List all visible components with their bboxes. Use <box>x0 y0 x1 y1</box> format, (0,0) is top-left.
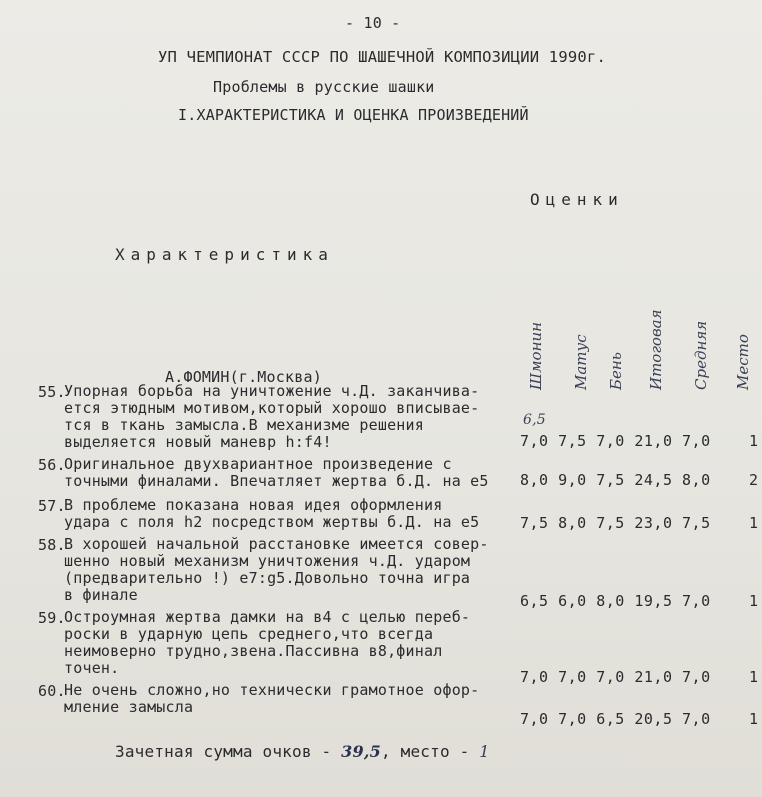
entry-text: В проблеме показана новая идея оформления удара с поля h2 посредством жертвы б.Д. на е5 <box>64 496 480 531</box>
handwritten-correction: 6,5 <box>523 412 546 428</box>
entry-number: 57. <box>38 497 66 515</box>
document-title: УП ЧЕМПИОНАТ СССР ПО ШАШЕЧНОЙ КОМПОЗИЦИИ 1990г. <box>158 48 606 66</box>
entry-place: 1 <box>749 514 759 532</box>
footer-sum: 39,5 <box>341 742 381 761</box>
entry-scores: 7,0 7,0 6,5 20,5 7,0 <box>520 710 711 728</box>
judge-header: Шмонин <box>527 321 545 390</box>
footer-place: 1 <box>479 742 490 761</box>
entry-scores: 7,0 7,0 7,0 21,0 7,0 <box>520 668 711 686</box>
footer-summary <box>115 742 490 761</box>
entry-number: 55. <box>38 383 66 401</box>
entry-text: Оригинальное двухвариантное произведение с точными финалами. Впечатляет жертва б.Д. на е5 <box>64 455 489 490</box>
footer-text: Зачетная сумма очков - <box>115 742 332 761</box>
page-number: - 10 - <box>345 14 401 32</box>
footer-place-label: , место - <box>380 742 470 761</box>
judge-header: Матус <box>572 334 590 390</box>
entry-text: Остроумная жертва дамки на в4 с целью переб- роски в ударную цепь среднего,что всегда неимоверно трудно,звена.Пассивна в8,финал точен. <box>64 608 471 677</box>
entry-text: Не очень сложно,но технически грамотное офор- мление замысла <box>64 681 480 716</box>
judge-header: Итоговая <box>647 309 665 390</box>
entry-text: В хорошей начальной расстановке имеется совер- шенно новый механизм уничтожения ч.Д. ударом (предварительно !) е7:g5.Довольно точна игра в финале <box>64 535 489 604</box>
entry-place: 1 <box>749 710 759 728</box>
entry-text: Упорная борьба на уничтожение ч.Д. заканчива- ется этюдным мотивом,который хорошо вписывае- тся в ткань замысла.В механизме решения выделяется новый маневр h:f4! <box>64 382 480 451</box>
entry-place: 1 <box>749 592 759 610</box>
entry-number: 56. <box>38 456 66 474</box>
characteristic-heading: Характеристика <box>115 245 334 264</box>
section-title: I.ХАРАКТЕРИСТИКА И ОЦЕНКА ПРОИЗВЕДЕНИЙ <box>178 106 529 124</box>
entry-place: 1 <box>749 668 759 686</box>
judge-header: Бень <box>607 352 625 390</box>
author-name: А.ФОМИН(г.Москва) <box>165 368 322 386</box>
entry-number: 58. <box>38 536 66 554</box>
scores-heading: Оценки <box>530 190 624 209</box>
entry-number: 60. <box>38 682 66 700</box>
entry-place: 1 <box>749 432 759 450</box>
entry-scores: 7,0 7,5 7,0 21,0 7,0 <box>520 432 711 450</box>
document-subtitle: Проблемы в русские шашки <box>213 78 435 96</box>
entry-number: 59. <box>38 609 66 627</box>
entry-scores: 7,5 8,0 7,5 23,0 7,5 <box>520 514 711 532</box>
judge-header: Место <box>734 334 752 390</box>
judge-header: Средняя <box>692 320 710 390</box>
entry-place: 2 <box>749 471 759 489</box>
entry-scores: 8,0 9,0 7,5 24,5 8,0 <box>520 471 711 489</box>
entry-scores: 6,5 6,0 8,0 19,5 7,0 <box>520 592 711 610</box>
